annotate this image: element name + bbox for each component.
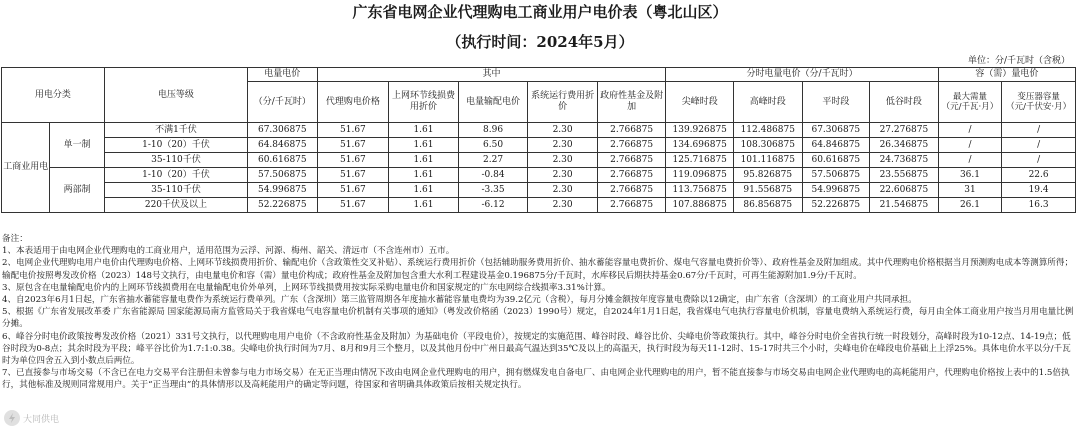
header-max-demand: 最大需量 （元/千瓦·月）	[938, 82, 1002, 123]
header-category: 用电分类	[2, 68, 105, 123]
note-6: 6、峰谷分时电价政策按粤发改价格（2021）331号文执行，以代理购电用户电价（不含政府性基金及附加）为基础电价（平段电价），按规定的实施范围、峰谷时段、峰谷比价、尖峰电价等政策执行。其中，峰谷分时电价全省执行统一时段划分，高峰时段为10-12点、14-19点；低谷时段为0-8点；其余时段为平段；峰平谷比价为1.7:1:0.38。尖峰电价执行时间为7月、8月和9月三个整月，以及其他月份中广州日最高气温达到35℃及以上的高温天，执行时段为每天11-12时、15-17时共三个小时，尖峰电价在峰段电价基础上上浮25%。具体电价水平以分/千瓦时为单位四舍五入到小数点后两位。	[2, 331, 1071, 367]
table-row: 35-110千伏 60.616875 51.67 1.61 2.27 2.30 2.766875 125.716875 101.116875 60.616875 24.736875 / /	[2, 153, 1076, 168]
notes-label: 备注：	[2, 234, 28, 244]
header-agency: 代理购电价格	[317, 82, 389, 123]
table-row: 两部制 1-10（20）千伏 57.506875 51.67 1.61 -0.84 2.30 2.766875 119.096875 95.826875 57.506875 23.556875 36.1 22.6	[2, 168, 1076, 183]
page-subtitle: （执行时间：2024年5月）	[446, 33, 634, 51]
price-table	[1, 67, 1076, 213]
header-capacity: 容（需）量电价	[938, 68, 1075, 82]
header-peak: 高峰时段	[733, 82, 802, 123]
note-2: 2、电网企业代理购电用户电价由代理购电价格、上网环节线损费用折价、输配电价（含政策性交叉补贴）、系统运行费用折价（包括辅助服务费用折价、抽水蓄能容量电费折价、煤电气容量电费折价等）、政府性基金及附加组成。其中代理购电价格根据当月预测购电成本等测算所得；输配电价按照粤发改价格（2023）148号文执行，由电量电价和容（需）量电价构成；政府性基金及附加包含重大水利工程建设基金0.196875分/千瓦时，水库移民后期扶持基金0.67分/千瓦时，可再生能源附加1.9分/千瓦时。	[2, 258, 1074, 281]
header-voltage: 电压等级	[104, 68, 247, 123]
header-system: 系统运行费用折价	[528, 82, 598, 123]
header-among: 其中	[317, 68, 666, 82]
category-single: 单一制	[50, 123, 104, 168]
header-fund: 政府性基金及附加	[597, 82, 666, 123]
table-row: 1-10（20）千伏 64.846875 51.67 1.61 6.50 2.30 2.766875 134.696875 108.306875 64.846875 26.346875 / /	[2, 138, 1076, 153]
note-5: 5、根据《广东省发展改革委 广东省能源局 国家能源局南方监管局关于我省煤电气电容量电价机制有关事项的通知》（粤发改价格函（2023）1990号）规定，自2024年1月1日起，我省煤电气电执行容量电价机制，容量电费纳入系统运行费，每月由全体工商业用户按当月用电量比例分摊。	[2, 307, 1074, 330]
note-4: 4、自2023年6月1日起，广东省抽水蓄能容量电费作为系统运行费单列。广东（含深圳）第三监管周期各年度抽水蓄能容量电费均为39.2亿元（含税），每月分摊金额按年度容量电费除以12确定，由广东省（含深圳）的工商业用户共同承担。	[2, 295, 917, 306]
header-price-unit: （分/千瓦时）	[248, 82, 318, 123]
header-transmission: 电量输配电价	[458, 82, 528, 123]
header-valley: 低谷时段	[870, 82, 939, 123]
notes	[2, 233, 1078, 392]
header-loss: 上网环节线损费用折价	[389, 82, 459, 123]
header-price: 电量电价	[248, 68, 318, 82]
note-1: 1、本表适用于由电网企业代理购电的工商业用户，适用范围为云浮、河源、梅州、韶关、清远市（不含连州市）五市。	[2, 246, 455, 257]
header-peak-sharp: 尖峰时段	[666, 82, 734, 123]
header-transformer: 变压器容量 （元/千伏安·月）	[1002, 82, 1076, 123]
category-main: 工商业用电	[2, 123, 50, 213]
header-tou: 分时电量电价（分/千瓦时）	[666, 68, 938, 82]
header-flat: 平时段	[802, 82, 870, 123]
watermark	[4, 410, 59, 426]
unit-note: 单位：分/千瓦时（含税）	[967, 56, 1070, 66]
table-row: 220千伏及以上 52.226875 51.67 1.61 -6.12 2.30 2.766875 107.886875 86.856875 52.226875 21.546875 26.1 16.3	[2, 198, 1076, 213]
table-row: 工商业用电 单一制 不满1千伏 67.306875 51.67 1.61 8.96 2.30 2.766875 139.926875 112.486875 67.306875 27.276875 / /	[2, 123, 1076, 138]
page-title: 广东省电网企业代理购电工商业用户电价表（粤北山区）	[352, 3, 728, 21]
watermark-text: 大同供电	[23, 414, 60, 425]
table-row: 35-110千伏 54.996875 51.67 1.61 -3.35 2.30 2.766875 113.756875 91.556875 54.996875 22.606875 31 19.4	[2, 183, 1076, 198]
note-3: 3、原包含在电量输配电价内的上网环节线损费用在电量输配电价外单列，上网环节线损费用按实际采购电量电价和国家规定的广东电网综合线损率3.31%计算。	[2, 282, 611, 293]
category-two: 两部制	[50, 168, 104, 213]
note-7: 7、已直接参与市场交易（不含已在电力交易平台注册但未曾参与电力市场交易）在无正当理由情况下改由电网企业代理购电的用户，拥有燃煤发电自备电厂、由电网企业代理购电的用户，暂不能直接参与市场交易由电网企业代理购电的高耗能用户，代理购电价格按上表中的1.5倍执行，其他标准及规则同常规用户。关于“正当理由”的具体情形以及高耗能用户的确定等问题，待国家和省明确具体政策后按相关规定执行。	[2, 368, 1070, 391]
power-logo-icon	[4, 410, 20, 426]
